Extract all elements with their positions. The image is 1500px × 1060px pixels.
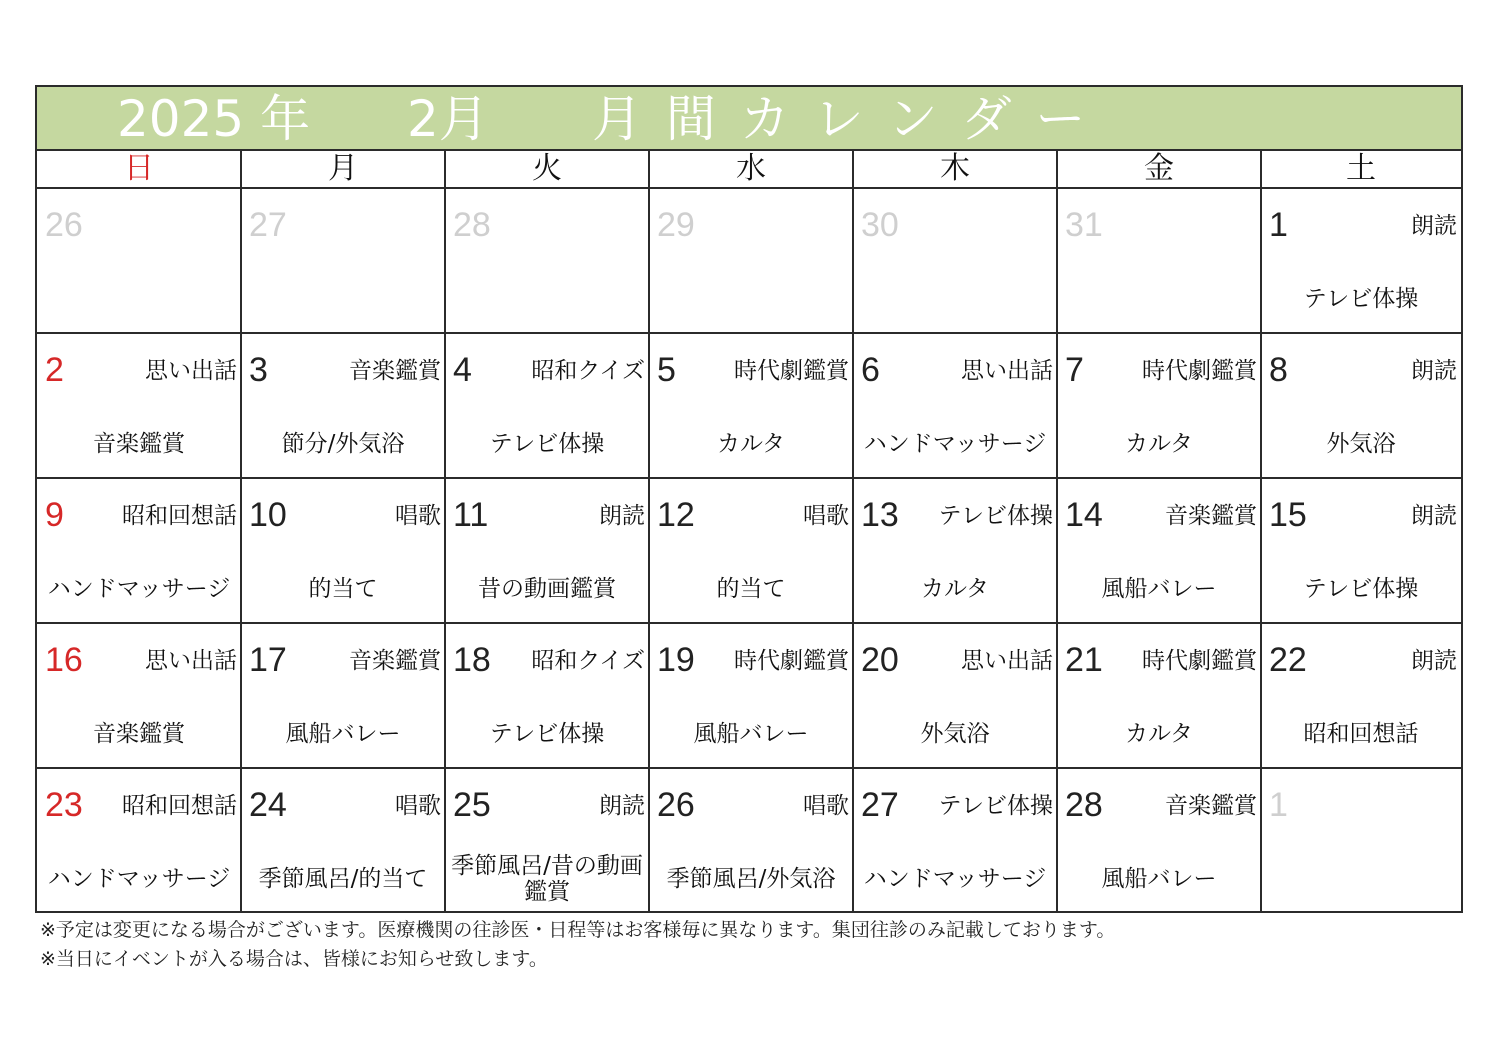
grid-divider	[444, 151, 446, 913]
day-number: 28	[453, 206, 491, 244]
event-secondary-text: 昭和回想話	[1303, 721, 1419, 747]
day-number: 2	[45, 351, 64, 389]
day-cell	[37, 334, 241, 479]
event-primary: 思い出話	[961, 648, 1053, 674]
event-secondary	[651, 704, 851, 764]
event-primary: 昭和回想話	[122, 503, 237, 529]
weekday-header-row	[37, 151, 1461, 189]
day-number: 1	[1269, 206, 1288, 244]
event-secondary-text: カルタ	[1124, 721, 1194, 747]
event-primary: 唱歌	[803, 793, 849, 819]
day-cell	[1057, 334, 1261, 479]
day-number: 9	[45, 496, 64, 534]
event-secondary-text: 音楽鑑賞	[93, 721, 185, 747]
day-number: 20	[861, 641, 899, 679]
weekday-sun: 日	[124, 151, 154, 186]
day-cell	[1057, 624, 1261, 769]
event-primary: 音楽鑑賞	[349, 648, 441, 674]
event-secondary-text: 季節風呂/的当て	[258, 866, 428, 892]
event-secondary-text: カルタ	[1124, 431, 1194, 457]
weekday-mon: 月	[328, 151, 358, 186]
event-secondary	[855, 704, 1055, 764]
weekday-sat: 土	[1346, 151, 1376, 186]
day-cell	[649, 624, 853, 769]
day-number: 8	[1269, 351, 1288, 389]
day-number: 29	[657, 206, 695, 244]
day-number: 18	[453, 641, 491, 679]
event-secondary	[855, 849, 1055, 909]
day-cell	[1261, 769, 1461, 914]
event-secondary-text: 節分/外気浴	[281, 431, 405, 457]
event-secondary-text: テレビ体操	[489, 431, 605, 457]
day-cell	[445, 769, 649, 914]
event-secondary	[39, 414, 239, 474]
event-secondary	[1263, 269, 1459, 329]
day-cell	[1057, 769, 1261, 914]
grid-divider	[648, 151, 650, 913]
event-primary: 朗読	[1411, 503, 1457, 529]
day-number: 7	[1065, 351, 1084, 389]
event-secondary-text: ハンドマッサージ	[863, 866, 1047, 892]
event-secondary-text: カルタ	[920, 576, 990, 602]
event-secondary	[243, 849, 443, 909]
day-cell	[241, 334, 445, 479]
event-secondary	[1059, 559, 1259, 619]
day-cell	[445, 479, 649, 624]
day-number: 26	[657, 786, 695, 824]
event-secondary	[39, 704, 239, 764]
event-secondary-text: テレビ体操	[1303, 576, 1419, 602]
event-secondary	[855, 559, 1055, 619]
day-cell	[445, 624, 649, 769]
weekday-fri: 金	[1144, 151, 1174, 186]
event-primary: 昭和クイズ	[531, 648, 645, 674]
day-cell	[445, 334, 649, 479]
day-number: 12	[657, 496, 695, 534]
day-number: 22	[1269, 641, 1307, 679]
event-primary: 時代劇鑑賞	[734, 358, 849, 384]
event-secondary	[243, 414, 443, 474]
day-number: 19	[657, 641, 695, 679]
day-cell	[241, 769, 445, 914]
event-secondary	[651, 849, 851, 909]
day-cell	[1261, 479, 1461, 624]
day-cell	[853, 769, 1057, 914]
day-cell	[853, 189, 1057, 334]
day-cell	[37, 769, 241, 914]
day-number: 5	[657, 351, 676, 389]
weekday-thu: 木	[940, 151, 970, 186]
event-secondary-text: 的当て	[308, 576, 378, 602]
day-number: 14	[1065, 496, 1103, 534]
day-cell	[37, 189, 241, 334]
event-secondary	[39, 559, 239, 619]
event-primary: 音楽鑑賞	[349, 358, 441, 384]
event-primary: 時代劇鑑賞	[1142, 358, 1257, 384]
event-primary: 唱歌	[395, 503, 441, 529]
event-primary: 朗読	[1411, 648, 1457, 674]
event-primary: 昭和回想話	[122, 793, 237, 819]
day-number: 23	[45, 786, 83, 824]
grid-divider	[1056, 151, 1058, 913]
day-cell	[37, 624, 241, 769]
day-number: 28	[1065, 786, 1103, 824]
grid-divider	[1260, 151, 1262, 913]
event-secondary-text: 季節風呂/外気浴	[666, 866, 836, 892]
event-primary: 昭和クイズ	[531, 358, 645, 384]
event-secondary	[1263, 559, 1459, 619]
day-number: 27	[861, 786, 899, 824]
title-month: 2月	[407, 90, 489, 148]
title-label: 月 間 カ レ ン ダ ー	[592, 90, 1090, 148]
event-secondary-text: テレビ体操	[1303, 286, 1419, 312]
day-number: 3	[249, 351, 268, 389]
event-primary: 時代劇鑑賞	[1142, 648, 1257, 674]
event-secondary	[39, 849, 239, 909]
day-cell	[37, 479, 241, 624]
day-cell	[445, 189, 649, 334]
event-primary: 思い出話	[145, 648, 237, 674]
day-number: 31	[1065, 206, 1103, 244]
event-primary: 朗読	[1411, 213, 1457, 239]
weekday-tue: 火	[532, 151, 562, 186]
event-secondary	[243, 559, 443, 619]
event-secondary-text: テレビ体操	[489, 721, 605, 747]
title-year: 2025 年	[117, 90, 311, 148]
day-cell	[853, 624, 1057, 769]
event-secondary	[1059, 849, 1259, 909]
day-number: 27	[249, 206, 287, 244]
event-secondary	[243, 704, 443, 764]
event-secondary-text: ハンドマッサージ	[47, 866, 231, 892]
event-secondary	[447, 414, 647, 474]
calendar-title-bar	[37, 87, 1461, 151]
event-secondary-text: 季節風呂/昔の動画鑑賞	[451, 853, 643, 905]
event-secondary	[1263, 414, 1459, 474]
day-number: 13	[861, 496, 899, 534]
event-secondary	[1059, 414, 1259, 474]
day-number: 6	[861, 351, 880, 389]
day-cell	[649, 334, 853, 479]
day-cell	[649, 189, 853, 334]
event-secondary	[1263, 704, 1459, 764]
event-secondary-text: ハンドマッサージ	[47, 576, 231, 602]
event-secondary-text: 昔の動画鑑賞	[478, 576, 616, 602]
event-primary: 唱歌	[803, 503, 849, 529]
day-number: 4	[453, 351, 472, 389]
day-cell	[853, 479, 1057, 624]
day-number: 1	[1269, 786, 1288, 824]
event-secondary	[651, 559, 851, 619]
event-primary: 音楽鑑賞	[1165, 793, 1257, 819]
event-primary: テレビ体操	[938, 503, 1053, 529]
event-primary: 朗読	[1411, 358, 1457, 384]
grid-divider	[240, 151, 242, 913]
day-number: 25	[453, 786, 491, 824]
event-secondary-text: 風船バレー	[285, 721, 401, 747]
event-secondary-text: 風船バレー	[1101, 576, 1217, 602]
day-number: 30	[861, 206, 899, 244]
day-cell	[1261, 334, 1461, 479]
day-number: 15	[1269, 496, 1307, 534]
event-secondary-text: 的当て	[716, 576, 786, 602]
footnote-event-notice: ※当日にイベントが入る場合は、皆様にお知らせ致します。	[40, 948, 548, 970]
event-secondary-text: 風船バレー	[1101, 866, 1217, 892]
footnote-schedule-change: ※予定は変更になる場合がございます。医療機関の往診医・日程等はお客様毎に異なります。集団往診のみ記載しております。	[40, 919, 1116, 941]
event-secondary-text: 音楽鑑賞	[93, 431, 185, 457]
day-cell	[241, 479, 445, 624]
day-cell	[241, 624, 445, 769]
event-primary: 朗読	[599, 503, 645, 529]
event-secondary-text: カルタ	[716, 431, 786, 457]
day-cell	[649, 479, 853, 624]
event-secondary	[447, 849, 647, 909]
day-cell	[1057, 479, 1261, 624]
grid-divider	[852, 151, 854, 913]
event-secondary	[447, 559, 647, 619]
day-number: 21	[1065, 641, 1103, 679]
event-secondary-text: ハンドマッサージ	[863, 431, 1047, 457]
event-primary: 唱歌	[395, 793, 441, 819]
day-number: 16	[45, 641, 83, 679]
day-cell	[1057, 189, 1261, 334]
event-secondary-text: 外気浴	[920, 721, 990, 747]
day-cell	[649, 769, 853, 914]
monthly-calendar	[35, 85, 1463, 913]
day-number: 26	[45, 206, 83, 244]
day-cell	[1261, 189, 1461, 334]
day-cell	[853, 334, 1057, 479]
event-primary: 朗読	[599, 793, 645, 819]
event-primary: 思い出話	[145, 358, 237, 384]
event-secondary	[447, 704, 647, 764]
weekday-wed: 水	[736, 151, 766, 186]
day-number: 24	[249, 786, 287, 824]
day-number: 10	[249, 496, 287, 534]
event-primary: テレビ体操	[938, 793, 1053, 819]
event-secondary	[1059, 704, 1259, 764]
day-number: 17	[249, 641, 287, 679]
event-primary: 思い出話	[961, 358, 1053, 384]
event-secondary	[651, 414, 851, 474]
event-secondary	[855, 414, 1055, 474]
event-secondary-text: 風船バレー	[693, 721, 809, 747]
event-primary: 音楽鑑賞	[1165, 503, 1257, 529]
event-secondary-text: 外気浴	[1326, 431, 1396, 457]
day-cell	[1261, 624, 1461, 769]
day-number: 11	[453, 496, 489, 534]
event-primary: 時代劇鑑賞	[734, 648, 849, 674]
day-cell	[241, 189, 445, 334]
